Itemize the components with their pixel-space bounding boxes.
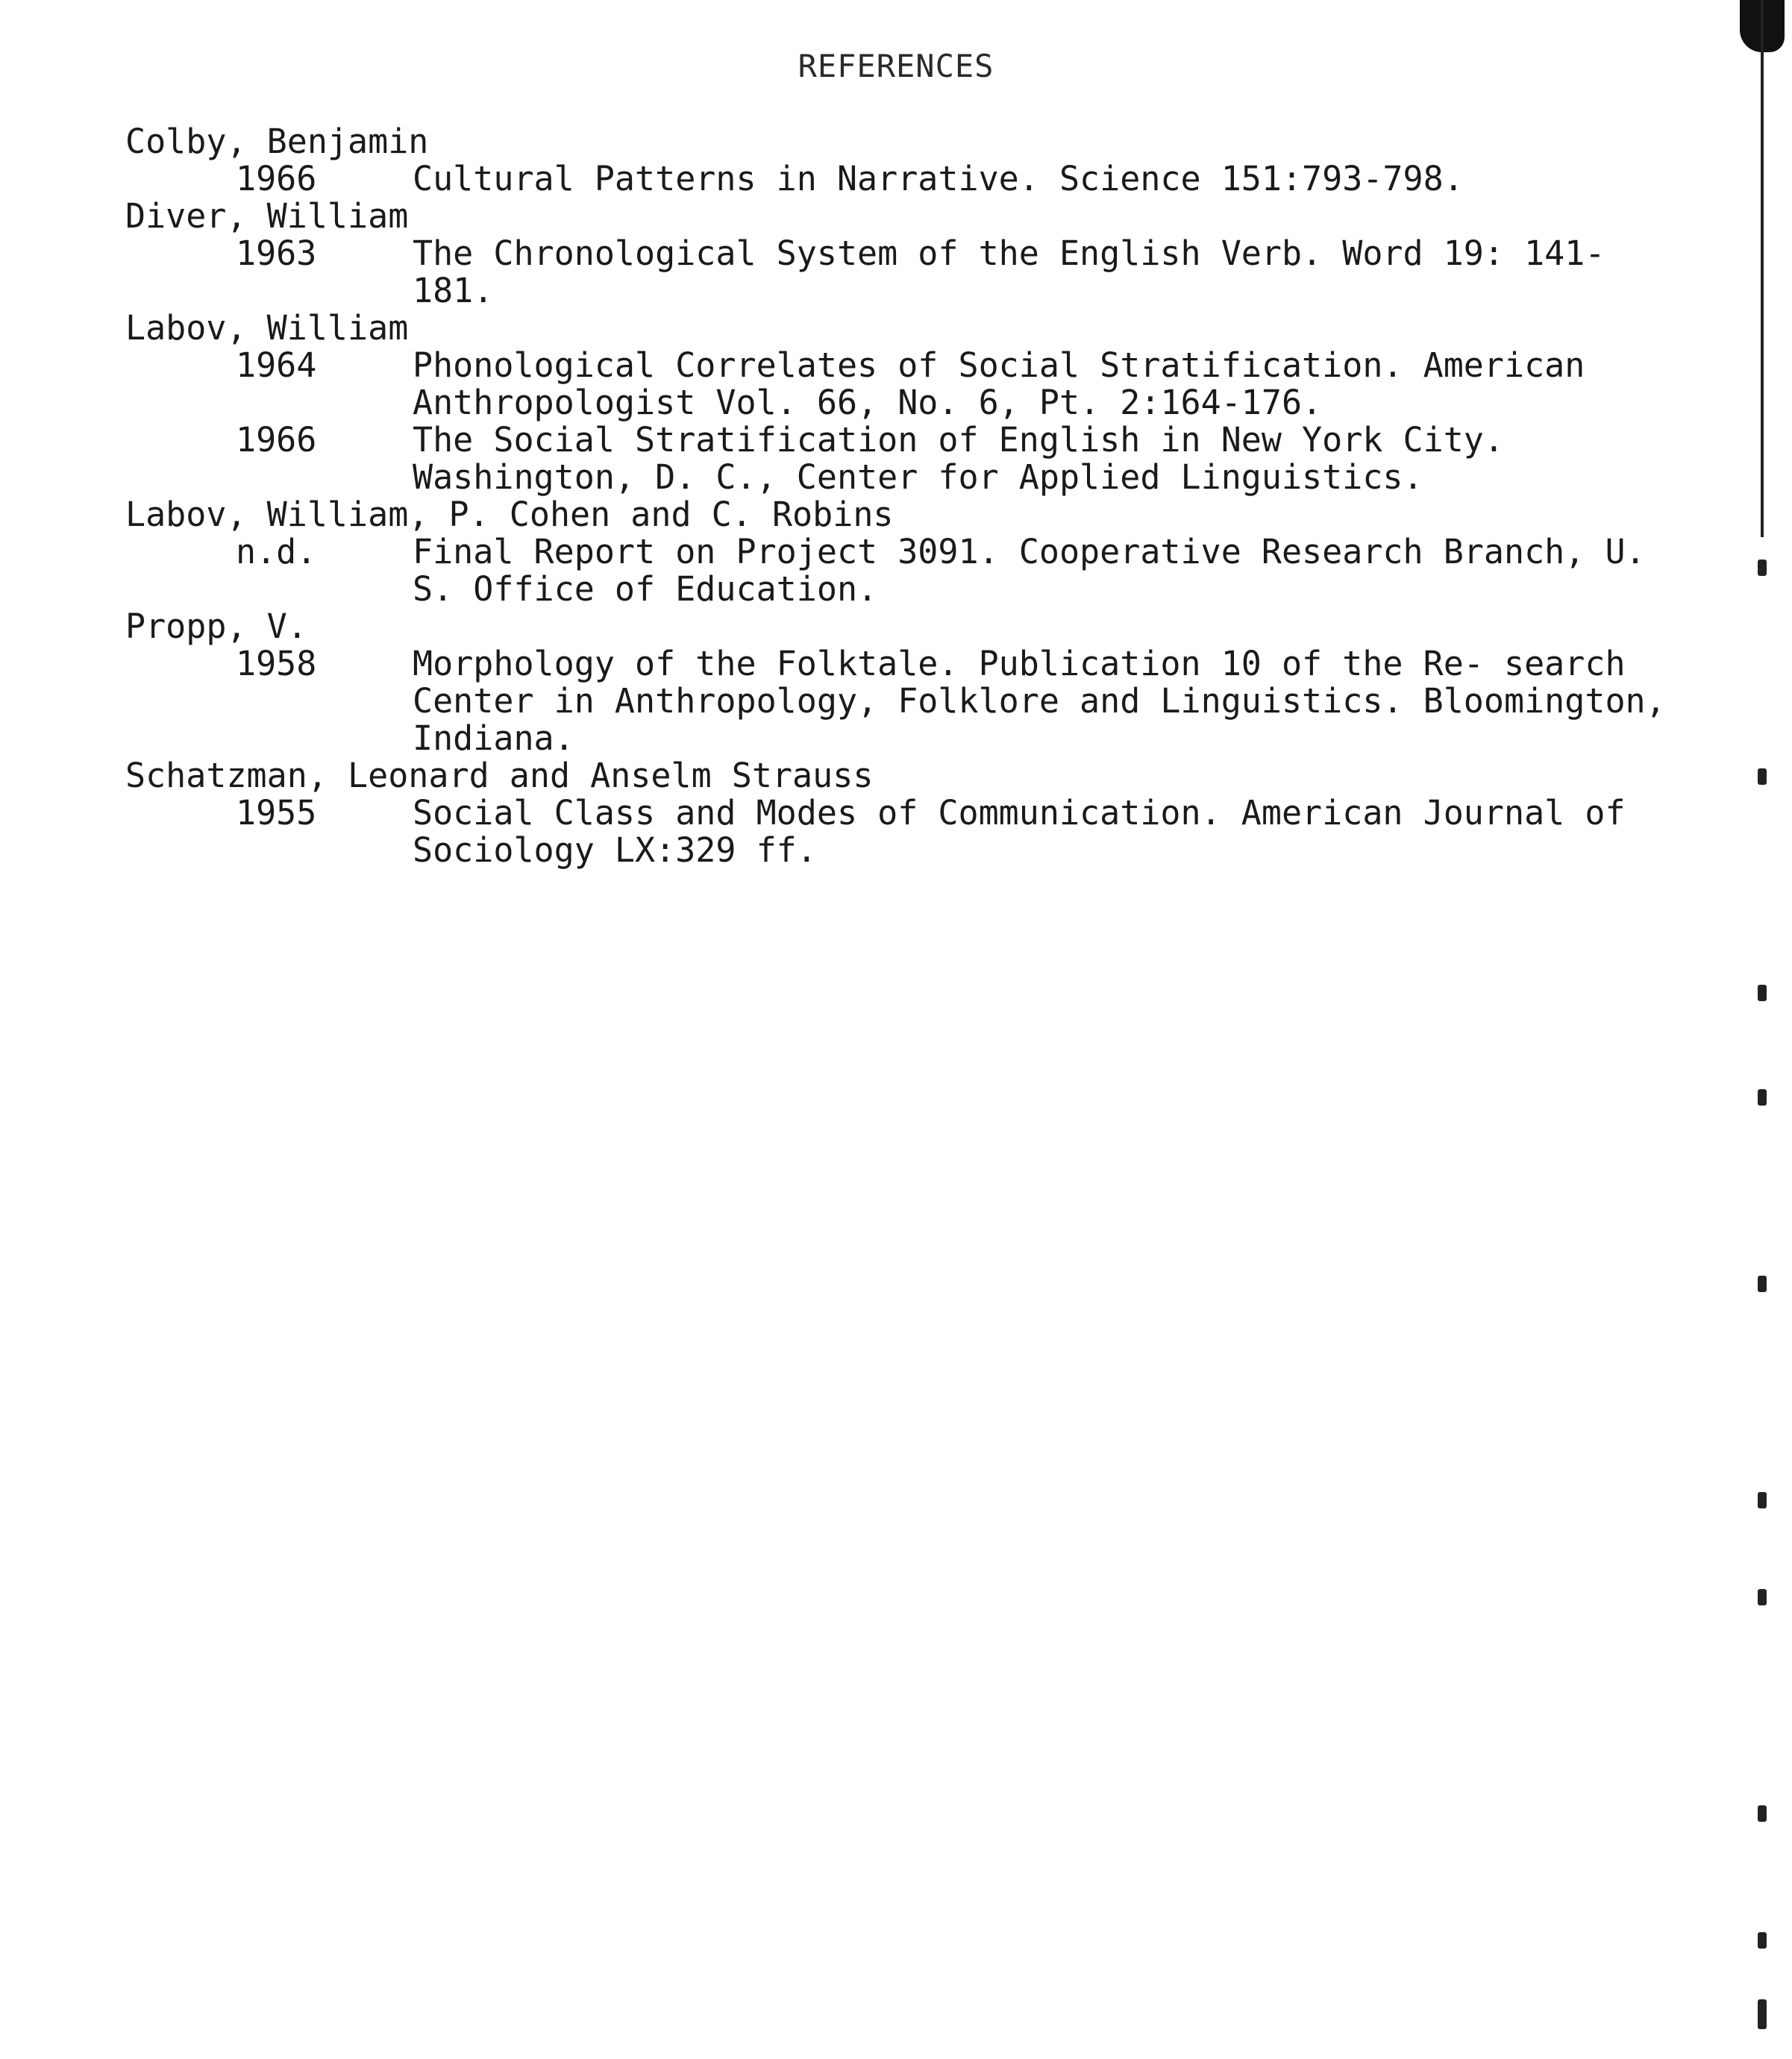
reference-citation: Final Report on Project 3091. Cooperative Research Branch, U. S. Office of Education. [413,532,1646,609]
reference-author: Diver, William [125,196,409,236]
reference-citation: Social Class and Modes of Communication. American Journal of Sociology LX:329 ff. [413,793,1626,870]
reference-work [125,645,1677,757]
reference-author: Schatzman, Leonard and Anselm Strauss [125,756,874,795]
reference-year: 1964 [236,345,317,385]
reference-entry [125,198,1677,310]
binding-mark [1758,1999,1767,2029]
reference-work [125,421,1677,496]
reference-year: 1963 [236,234,317,273]
reference-year: n.d. [236,532,317,571]
reference-year: 1955 [236,793,317,833]
reference-year: 1966 [236,159,317,198]
reference-entry [125,123,1677,198]
page-edge-line [1761,0,1764,537]
binding-mark [1758,1589,1767,1605]
reference-entry [125,757,1677,869]
binding-mark [1758,768,1767,785]
reference-citation: The Chronological System of the English Verb. Word 19: 141-181. [413,234,1605,310]
reference-citation: The Social Stratification of English in New York City. Washington, D. C., Center for Applied Linguistics. [413,420,1504,497]
reference-work [125,533,1677,608]
reference-author: Colby, Benjamin [125,122,429,161]
reference-year: 1958 [236,644,317,683]
binding-mark [1758,1276,1767,1292]
reference-work [125,235,1677,310]
reference-author: Labov, William [125,308,409,348]
binding-mark [1758,1089,1767,1106]
page-binding-edge [1725,0,1792,2059]
page-title: REFERENCES [798,48,994,84]
reference-entry [125,496,1677,608]
reference-work [125,795,1677,869]
reference-author: Labov, William, P. Cohen and C. Robins [125,495,894,534]
reference-year: 1966 [236,420,317,460]
reference-list [125,123,1677,869]
reference-citation: Morphology of the Folktale. Publication 10 of the Re- search Center in Anthropology, Folklore and Linguistics. Bloomington, Indiana. [413,644,1666,758]
reference-author: Propp, V. [125,607,307,646]
binding-mark [1758,560,1767,576]
reference-entry [125,310,1677,496]
reference-citation: Phonological Correlates of Social Stratification. American Anthropologist Vol. 66, No. 6, Pt. 2:164-176. [413,345,1585,422]
reference-work [125,160,1677,198]
reference-work [125,347,1677,421]
reference-entry [125,608,1677,757]
binding-mark [1758,985,1767,1001]
binding-mark [1758,1932,1767,1949]
reference-citation: Cultural Patterns in Narrative. Science 151:793-798. [413,159,1464,198]
binding-mark [1758,1492,1767,1508]
binding-mark [1758,1805,1767,1822]
